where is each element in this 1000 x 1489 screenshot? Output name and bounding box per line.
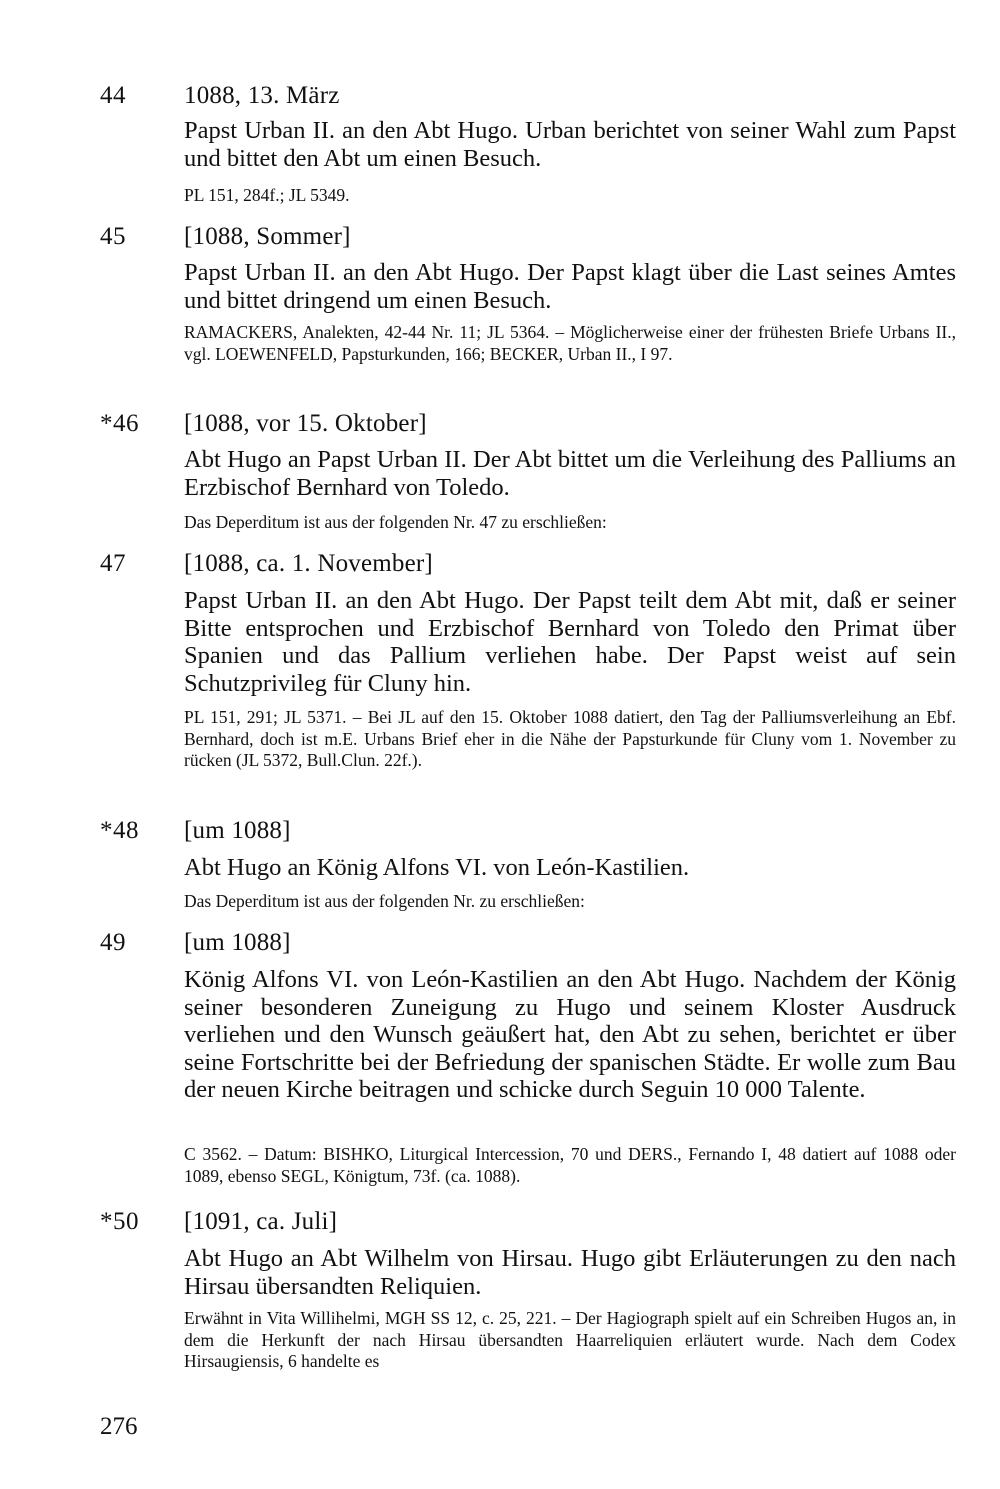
entry-date: 1088, 13. März [184, 82, 340, 109]
entry-summary: Papst Urban II. an den Abt Hugo. Urban berichtet von seiner Wahl zum Papst und bittet den Abt um einen Besuch. [184, 117, 956, 172]
entry-number: *50 [100, 1208, 139, 1235]
entry-summary: Abt Hugo an König Alfons VI. von León-Kastilien. [184, 854, 690, 881]
entry-note: Das Deperditum ist aus der folgenden Nr. zu erschließen: [184, 891, 585, 911]
entry-date: [1088, vor 15. Oktober] [184, 410, 427, 437]
entry-summary: König Alfons VI. von León-Kastilien an den Abt Hugo. Nachdem der König seiner besonderen Zuneigung zu Hugo und seinem Kloster Ausdruck verliehen und den Wunsch geäußert hat, den Abt zu sehen, berichtet er über seine Fortschritte bei der Befriedung der spanischen Städte. Er wolle zum Bau der neuen Kirche beitragen und schicke durch Seguin 10 000 Talente. [184, 966, 956, 1103]
page-number: 276 [100, 1413, 138, 1440]
entry-number: 49 [100, 929, 126, 956]
entry-note: C 3562. – Datum: BISHKO, Liturgical Intercession, 70 und DERS., Fernando I, 48 datiert auf 1088 oder 1089, ebenso SEGL, Königtum, 73f. (ca. 1088). [184, 1144, 956, 1186]
entry-summary: Abt Hugo an Abt Wilhelm von Hirsau. Hugo gibt Erläuterungen zu den nach Hirsau übersandten Reliquien. [184, 1245, 956, 1300]
entry-number: *48 [100, 817, 139, 844]
entry-note: PL 151, 284f.; JL 5349. [184, 185, 350, 205]
entry-note: Das Deperditum ist aus der folgenden Nr. 47 zu erschließen: [184, 512, 607, 532]
entry-summary: Abt Hugo an Papst Urban II. Der Abt bittet um die Verleihung des Palliums an Erzbischof Bernhard von Toledo. [184, 446, 956, 501]
entry-number: 44 [100, 82, 126, 109]
entry-date: [1088, Sommer] [184, 223, 351, 250]
entry-number: 47 [100, 550, 126, 577]
entry-note: PL 151, 291; JL 5371. – Bei JL auf den 15. Oktober 1088 datiert, den Tag der Palliumsverleihung an Ebf. Bernhard, doch ist m.E. Urbans Brief eher in die Nähe der Papsturkunde für Cluny vom 1. November zu rücken (JL 5372, Bull.Clun. 22f.). [184, 707, 956, 770]
entry-date: [um 1088] [184, 817, 291, 844]
entry-date: [um 1088] [184, 929, 291, 956]
entry-date: [1088, ca. 1. November] [184, 550, 433, 577]
entry-note: Erwähnt in Vita Willihelmi, MGH SS 12, c. 25, 221. – Der Hagiograph spielt auf ein Schreiben Hugos an, in dem die Herkunft der nach Hirsau übersandten Haarreliquien erläutert wurde. Nach dem Codex Hirsaugiensis, 6 handelte es [184, 1308, 956, 1371]
entry-summary: Papst Urban II. an den Abt Hugo. Der Papst teilt dem Abt mit, daß er seiner Bitte entsprochen und Erzbischof Bernhard von Toledo den Primat über Spanien und das Pallium verliehen habe. Der Papst weist auf sein Schutzprivileg für Cluny hin. [184, 587, 956, 697]
entry-number: *46 [100, 410, 139, 437]
entry-summary: Papst Urban II. an den Abt Hugo. Der Papst klagt über die Last seines Amtes und bittet dringend um einen Besuch. [184, 259, 956, 314]
entry-note: RAMACKERS, Analekten, 42-44 Nr. 11; JL 5364. – Möglicherweise einer der frühesten Briefe Urbans II., vgl. LOEWENFELD, Papsturkunden, 166; BECKER, Urban II., I 97. [184, 322, 956, 364]
entry-number: 45 [100, 223, 126, 250]
entry-date: [1091, ca. Juli] [184, 1208, 338, 1235]
